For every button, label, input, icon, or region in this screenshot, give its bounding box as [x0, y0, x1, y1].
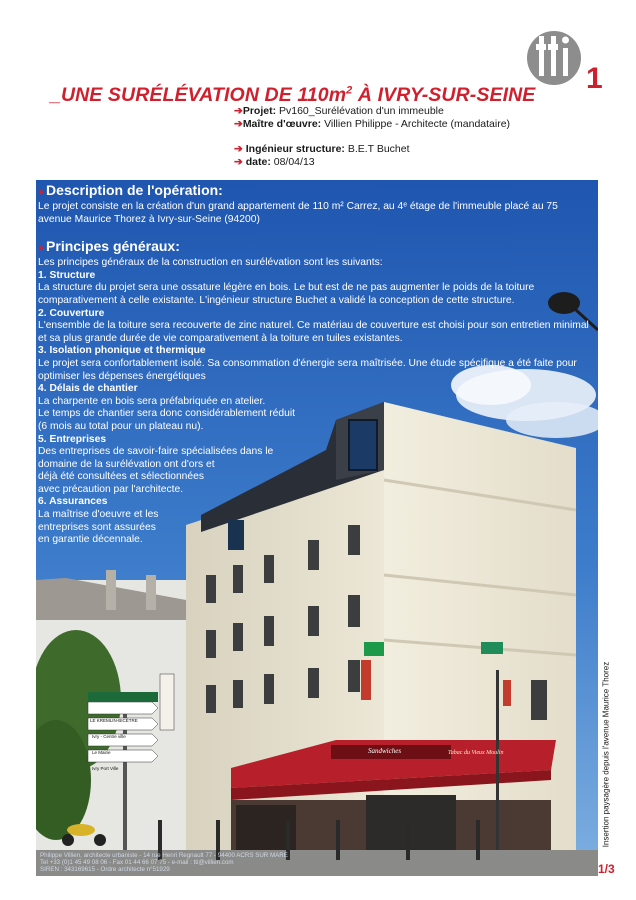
tti-logo — [526, 26, 582, 90]
description-text: Le projet consiste en la création d'un grand appartement de 110 m² Carrez, au 4ᵉ étage de l'immeuble placé au 75 avenue Maurice Thorez à Ivry-sur-Seine (94200) — [38, 201, 558, 225]
footer — [40, 852, 288, 873]
sign-centre: Ivry - Centre ville — [92, 734, 126, 739]
delais-line-2: Le temps de chantier sera donc considérablement réduit — [38, 408, 295, 420]
description-heading: ● Description de l'opération: — [38, 182, 223, 198]
sign-kremlin: LE KREMLIN-BICÊTRE — [90, 718, 138, 723]
storefront-tabac: Tabac du Vieux Moulin — [448, 750, 504, 756]
sign-paris: PARIS - Pᵗᵉ d'Ivry — [90, 704, 131, 710]
assurances-line-3: en garantie décennale. — [38, 534, 143, 546]
couverture-heading: 2. Couverture — [38, 307, 105, 319]
isolation-text: Le projet sera confortablement isolé. Sa consommation d'énergie sera maîtrisée. Une étude spécifique a été faite pour optimiser les dépenses énergétiques — [38, 357, 577, 382]
assurances-line-1: La maîtrise d'oeuvre et les — [38, 509, 159, 521]
entreprises-line-2: domaine de la surélévation ont d'ors et — [38, 458, 215, 470]
meta-maitre: ➔Maître d'œuvre: Villien Philippe - Architecte (mandataire) — [234, 118, 511, 130]
structure-heading: 1. Structure — [38, 269, 96, 281]
entreprises-line-3: déjà été consultées et sélectionnées — [38, 471, 205, 483]
entreprises-line-4: avec précaution par l'architecte. — [38, 483, 184, 495]
footer-line-1: Philippe Villien, architecte urbaniste - 14 rue Henri Regnault 77 - 94400 ACRS SUR MARE — [40, 852, 288, 859]
delais-line-1: La charpente en bois sera préfabriquée en atelier. — [38, 395, 266, 407]
footer-line-3: SIREN : 343169615 - Ordre architecte n°51929 — [40, 866, 170, 873]
structure-text: La structure du projet sera une ossature légère en bois. Le but est de ne pas augmenter le poids de la toiture comparativement à celle existante. L'ingénieur structure Buchet a validé la conception de cette structure. — [38, 282, 535, 306]
footer-line-2: Tel +33 (0)1 45 49 08 06 - Fax 01 44 66 07 75 - e-mail : tti@villien.com — [40, 859, 234, 866]
couverture-text: L'ensemble de la toiture sera recouverte de zinc naturel. Ce matériau de couverture est choisi pour son entretien minimal et sa plus grande durée de vie comparativement à la toiture en tuiles existantes. — [38, 320, 589, 344]
sign-ville: Ivry Port Ville — [92, 766, 119, 771]
meta-ingenieur: ➔ Ingénieur structure: B.E.T Buchet — [234, 143, 410, 155]
entreprises-heading: 5. Entreprises — [38, 433, 107, 445]
entreprises-line-1: Des entreprises de savoir-faire spécialisées dans le — [38, 446, 274, 458]
meta-projet: ➔Projet: Pv160_Surélévation d'un immeuble — [234, 105, 444, 117]
text-overlay — [38, 180, 594, 547]
principes-heading: ● Principes généraux: — [38, 238, 180, 255]
page-count: 1/3 — [598, 862, 615, 876]
isolation-heading: 3. Isolation phonique et thermique — [38, 345, 206, 357]
principes-intro: Les principes généraux de la construction en surélévation sont les suivants: — [38, 257, 383, 269]
delais-heading: 4. Délais de chantier — [38, 383, 138, 395]
page-title: _UNE SURÉLÉVATION DE $110m^2$ À IVRY-SUR-SEINE — [50, 84, 536, 106]
sign-mairie: Le Mairie — [92, 750, 111, 755]
assurances-line-2: entreprises sont assurées — [38, 521, 156, 533]
photo-caption: Insertion paysagère depuis l'avenue Maurice Thorez — [601, 661, 611, 848]
delais-line-3: (6 mois au total pour un plateau nu). — [38, 420, 204, 432]
storefront-sandwiches: Sandwiches — [368, 747, 402, 755]
assurances-heading: 6. Assurances — [38, 496, 108, 508]
meta-date: ➔ date: 08/04/13 — [234, 156, 315, 168]
page-number: 1 — [586, 62, 603, 95]
